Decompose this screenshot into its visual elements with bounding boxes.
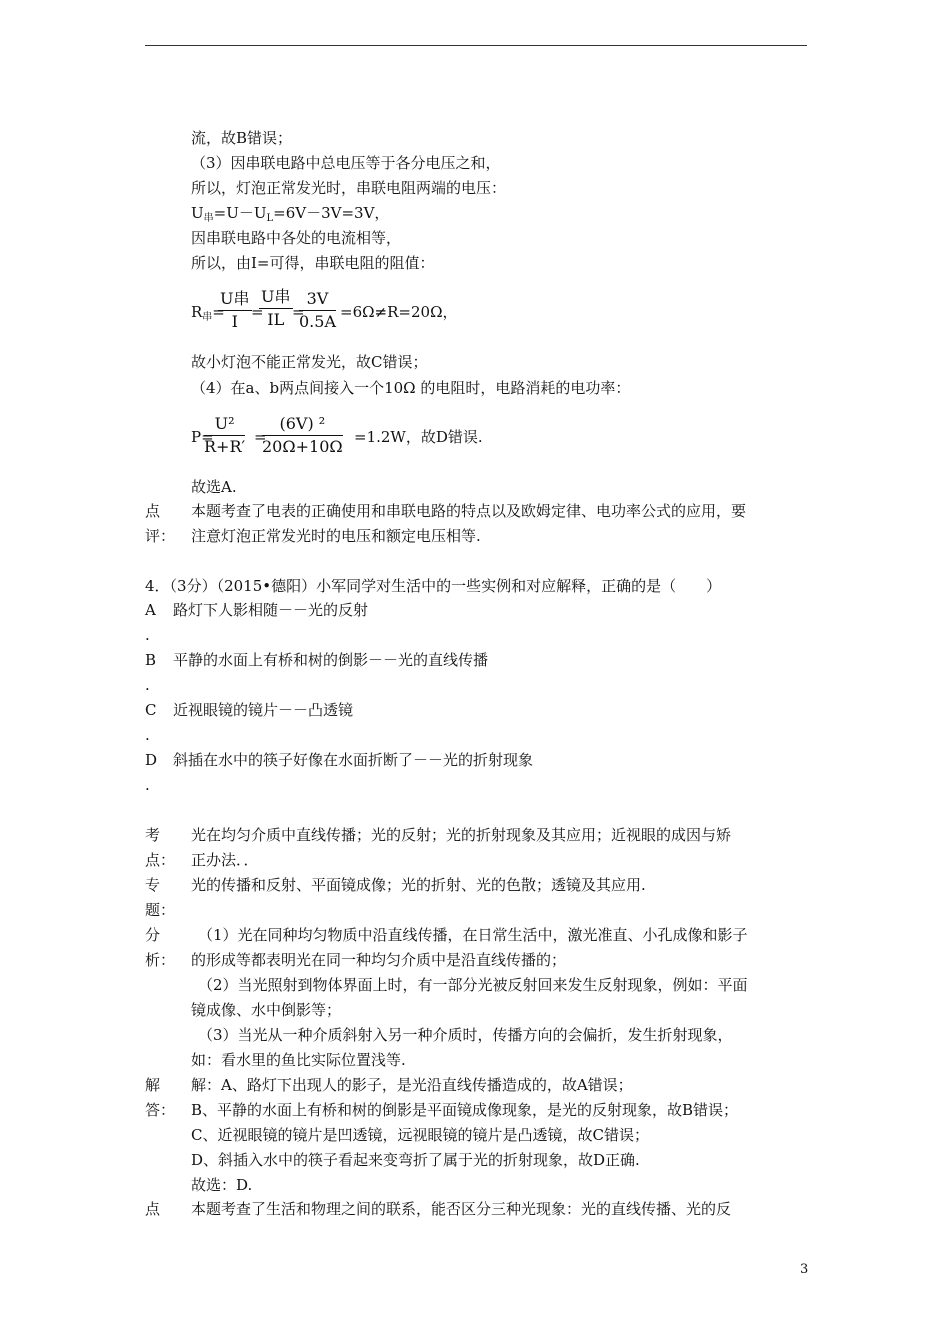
option-letter: C	[145, 701, 157, 719]
option-dot: .	[145, 726, 150, 744]
fraction-3v-over-05a: $\frac{3V}{0.5A}$	[299, 289, 336, 331]
section-text: 光在均匀介质中直线传播；光的反射；光的折射现象及其应用；近视眼的成因与矫	[191, 826, 732, 844]
option-text: 平静的水面上有桥和树的倒影－－光的直线传播	[173, 651, 489, 669]
fraction-u2-over-r: $\frac{\text{U²}}{R+R'}$	[204, 414, 246, 456]
option-text: 路灯下人影相随－－光的反射	[173, 601, 369, 619]
question-stem: 4．（3分）（2015•德阳）小军同学对生活中的一些实例和对应解释，正确的是（ ）	[145, 577, 722, 595]
comment-text: 本题考查了电表的正确使用和串联电路的特点以及欧姆定律、电功率公式的应用，要	[191, 502, 747, 520]
section-text: 故选：D.	[191, 1176, 253, 1194]
option-text: 近视眼镜的镜片－－凸透镜	[173, 701, 354, 719]
section-text: B、平静的水面上有桥和树的倒影是平面镜成像现象，是光的反射现象，故B错误；	[191, 1101, 739, 1119]
comment-text: 注意灯泡正常发光时的电压和额定电压相等.	[191, 527, 481, 545]
option-letter: B	[145, 651, 157, 669]
power-lhs: P=	[191, 428, 214, 446]
option-letter: A	[145, 601, 156, 619]
fraction-u-over-il: U串 IL	[261, 287, 291, 329]
solution-line: 因串联电路中各处的电流相等，	[191, 229, 402, 247]
voltage-equation: $U_串=U-U_L=6V-3V=3V$，	[191, 204, 390, 224]
section-text: C、近视眼镜的镜片是凹透镜，远视眼镜的镜片是凸透镜，故C错误；	[191, 1126, 649, 1144]
section-text: （1）光在同种均匀物质中沿直线传播，在日常生活中，激光准直、小孔成像和影子	[198, 926, 748, 944]
section-text: （3）当光从一种介质斜射入另一种介质时，传播方向的会偏折，发生折射现象，	[198, 1026, 733, 1044]
answer-line: 故选A.	[191, 478, 237, 496]
solution-line: 故小灯泡不能正常发光，故C错误；	[191, 353, 428, 371]
section-text: （2）当光照射到物体界面上时，有一部分光被反射回来发生反射现象，例如：平面	[198, 976, 748, 994]
section-text: 的形成等都表明光在同一种均匀介质中是沿直线传播的；	[191, 951, 567, 969]
option-dot: .	[145, 676, 150, 694]
section-label: 题：	[145, 901, 176, 919]
section-label: 点：	[145, 851, 176, 869]
section-text: 正办法．．	[191, 851, 259, 869]
section-label: 考	[145, 826, 161, 844]
section-text: 解：A、路灯下出现人的影子，是光沿直线传播造成的，故A错误；	[191, 1076, 633, 1094]
solution-line: （3）因串联电路中总电压等于各分电压之和，	[191, 154, 501, 172]
fraction-6v2-over-30: $\frac{\text{(6V) ²}}{20\Omega+10\Omega}$	[262, 414, 343, 456]
header-rule	[145, 45, 807, 46]
option-dot: .	[145, 626, 150, 644]
option-text: 斜插在水中的筷子好像在水面折断了－－光的折射现象	[173, 751, 534, 769]
section-text: D、斜插入水中的筷子看起来变弯折了属于光的折射现象，故D正确.	[191, 1151, 640, 1169]
resistance-result: =6Ω≠R=20Ω，	[340, 303, 458, 321]
solution-line: （4）在a、b两点间接入一个10Ω 的电阻时，电路消耗的电功率：	[191, 379, 631, 397]
section-label: 解	[145, 1076, 161, 1094]
section-text: 如：看水里的鱼比实际位置浅等.	[191, 1051, 406, 1069]
section-text: 本题考查了生活和物理之间的联系，能否区分三种光现象：光的直线传播、光的反	[191, 1200, 732, 1218]
section-label: 点	[145, 1200, 161, 1218]
comment-label: 评：	[145, 527, 176, 545]
resistance-lhs: $R_串=$	[191, 303, 225, 323]
solution-line: 流，故B错误；	[191, 129, 293, 147]
section-text: 光的传播和反射、平面镜成像；光的折射、光的色散；透镜及其应用.	[191, 876, 646, 894]
section-label: 答：	[145, 1101, 176, 1119]
power-result: =1.2W，故D错误.	[354, 428, 483, 446]
section-text: 镜成像、水中倒影等；	[191, 1001, 342, 1019]
section-label: 析：	[145, 951, 176, 969]
section-label: 专	[145, 876, 161, 894]
fraction-u-over-i: U串 I	[220, 289, 250, 331]
option-dot: .	[145, 776, 150, 794]
option-letter: D	[145, 751, 158, 769]
page-number: 3	[800, 1262, 809, 1277]
comment-label: 点	[145, 502, 161, 520]
section-label: 分	[145, 926, 161, 944]
solution-line: 所以，灯泡正常发光时，串联电阻两端的电压：	[191, 179, 507, 197]
solution-line: 所以，由I=可得，串联电阻的阻值：	[191, 254, 435, 272]
